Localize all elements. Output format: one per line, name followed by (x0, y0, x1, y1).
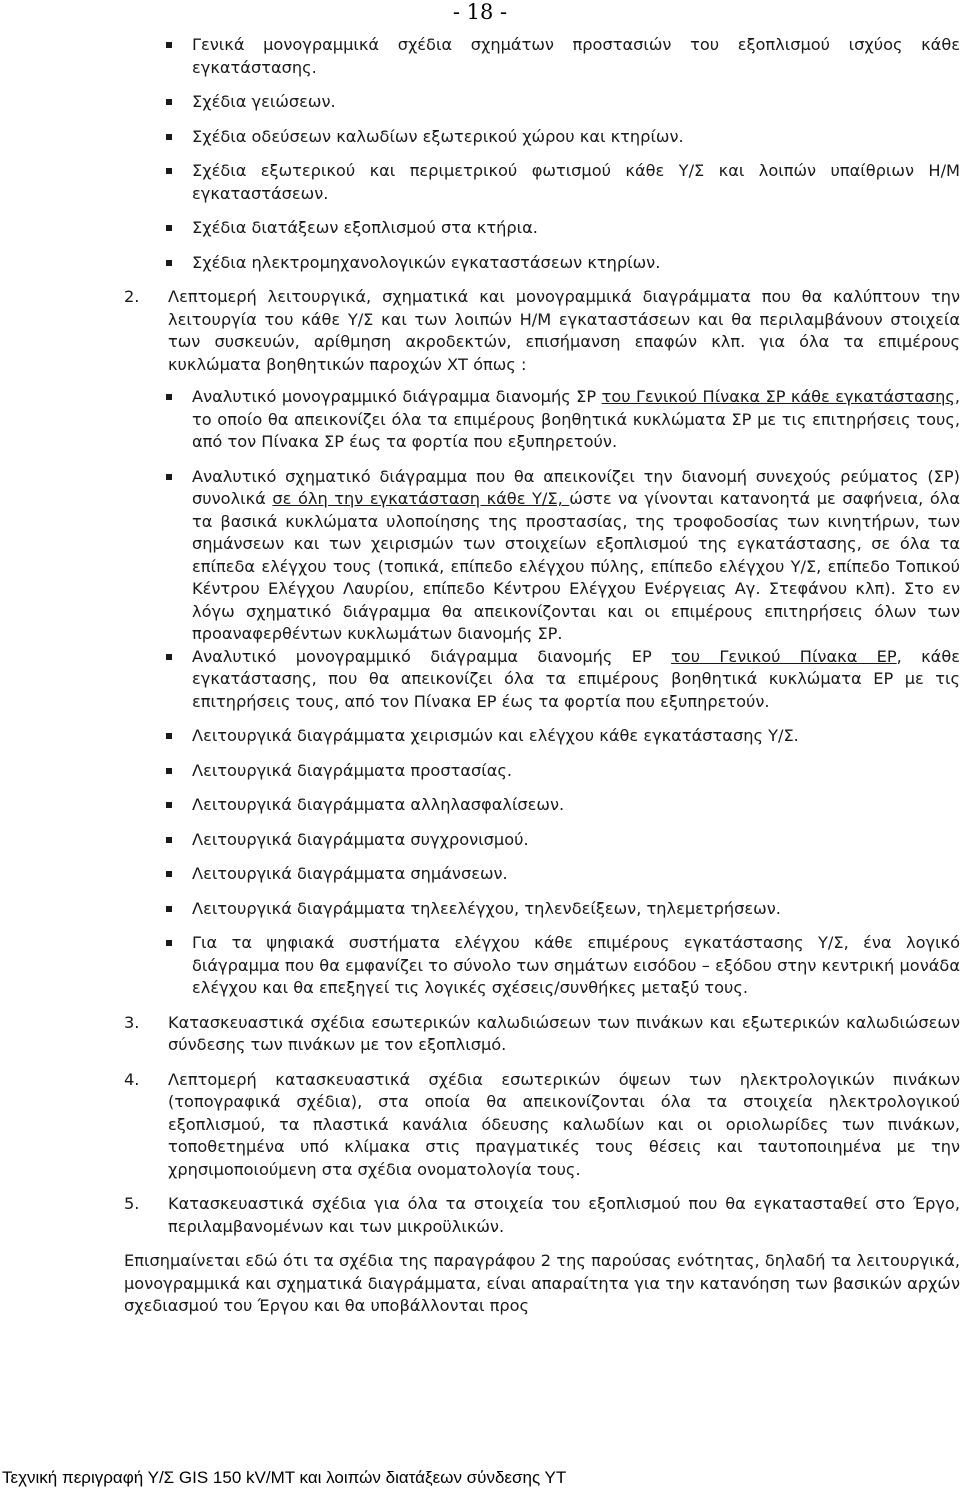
closing-paragraph: Επισηµαίνεται εδώ ότι τα σχέδια της παραγράφου 2 της παρούσας ενότητας, δηλαδή τα λειτουργικά, µονογραµµικά και σχηµατικά διαγράµµατα, είναι απαραίτητα για την κατανόηση των βασικών αρχών σχεδιασµού του Έργου και θα υποβάλλονται προς (124, 1251, 960, 1315)
list-item: Για τα ψηφιακά συστήµατα ελέγχου κάθε επιµέρους εγκατάστασης Υ/Σ, ένα λογικό διάγραµµα που θα εµφανίζει το σύνολο των σηµάτων εισόδου – εξόδου στην κεντρική µονάδα ελέγχου και θα επεξηγεί τις λογικές σχέσεις/συνθήκες µεταξύ τους. (124, 932, 960, 1000)
list-item: Λειτουργικά διαγράµµατα χειρισµών και ελέγχου κάθε εγκατάστασης Υ/Σ. (124, 725, 960, 748)
list-item: Σχέδια ηλεκτροµηχανολογικών εγκαταστάσεων κτηρίων. (124, 252, 960, 275)
list-item: Σχέδια οδεύσεων καλωδίων εξωτερικού χώρου και κτηρίων. (124, 126, 960, 149)
item-text: Κατασκευαστικά σχέδια για όλα τα στοιχεία του εξοπλισµού που θα εγκατασταθεί στο Έργο, περιλαµβανοµένων και των µικροϋλικών. (168, 1194, 960, 1236)
numbered-item-4 (124, 1069, 960, 1182)
list-item: Λειτουργικά διαγράµµατα τηλεελέγχου, τηλενδείξεων, τηλεµετρήσεων. (124, 898, 960, 921)
item-text: Κατασκευαστικά σχέδια εσωτερικών καλωδιώσεων των πινάκων και εξωτερικών καλωδιώσεων σύνδεσης των πινάκων µε τον εξοπλισµό. (168, 1012, 960, 1054)
numbered-item-5 (124, 1193, 960, 1238)
list-item: Αναλυτικό µονογραµµικό διάγραµµα διανοµής ΣΡ του Γενικού Πίνακα ΣΡ κάθε εγκατάστασης, το οποίο θα απεικονίζει όλα τα επιµέρους βοηθητικά κυκλώµατα ΣΡ µε τις επιτηρήσεις τους, από τον Πίνακα ΣΡ έως τα φορτία που εξυπηρετούν. (124, 386, 960, 454)
list-item: Λειτουργικά διαγράµµατα προστασίας. (124, 760, 960, 783)
list-item: Λειτουργικά διαγράµµατα αλληλασφαλίσεων. (124, 794, 960, 817)
item-number: 4. (124, 1069, 140, 1089)
list-item: Σχέδια διατάξεων εξοπλισµού στα κτήρια. (124, 217, 960, 240)
list-item: Σχέδια εξωτερικού και περιµετρικού φωτισµού κάθε Υ/Σ και λοιπών υπαίθριων Η/Μ εγκαταστάσεων. (124, 160, 960, 205)
list-item: Γενικά µονογραµµικά σχέδια σχηµάτων προστασιών του εξοπλισµού ισχύος κάθε εγκατάστασης. (124, 34, 960, 79)
item-number: 5. (124, 1194, 140, 1213)
list-item: Λειτουργικά διαγράµµατα σηµάνσεων. (124, 863, 960, 886)
numbered-item-3 (124, 1012, 960, 1057)
item-number: 3. (124, 1012, 140, 1032)
page-number: - 18 - (452, 0, 508, 24)
list-item: Αναλυτικό σχηµατικό διάγραµµα που θα απεικονίζει την διανοµή συνεχούς ρεύµατος (ΣΡ) συνολικά σε όλη την εγκατάσταση κάθε Υ/Σ, ώστε να γίνονται κατανοητά µε σαφήνεια, όλα τα βασικά κυκλώµατα υλοποίησης της προστασίας, της τροφοδοσίας των κινητήρων, των σηµάνσεων και των χειρισµών των στοιχείων εξοπλισµού της εγκατάστασης, σε όλα τα επίπεδα ελέγχου τους (τοπικά, επίπεδο ελέγχου πύλης, επίπεδο ελέγχου Υ/Σ, επίπεδο Τοπικού Κέντρου Ελέγχου Λαυρίου, επίπεδο Κέντρου Ελέγχου Ενέργειας Αγ. Στεφάνου κλπ). Στο εν λόγω σχηµατικό διάγραµµα θα απεικονίζονται και οι επιµέρους επιτηρήσεις όλων των προαναφερθέντων κυκλωµάτων διανοµής ΣΡ. (124, 466, 960, 646)
item-text: Λεπτοµερή κατασκευαστικά σχέδια εσωτερικών όψεων των ηλεκτρολογικών πινάκων (τοπογραφικά σχέδια), στα οποία θα απεικονίζονται όλα τα στοιχεία ηλεκτρολογικού εξοπλισµού, τα πλαστικά κανάλια όδευσης καλωδίων και οι οριολωρίδες των πινάκων, τοποθετηµένα υπό κλίµακα στις πραγµατικές τους θέσεις και ταυτοποιηµένα µε την χρησιµοποιούµενη στα σχέδια ονοµατολογία τους. (168, 1069, 960, 1179)
list-item: Αναλυτικό µονογραµµικό διάγραµµα διανοµής ΕΡ του Γενικού Πίνακα ΕΡ, κάθε εγκατάστασης, που θα απεικονίζει όλα τα επιµέρους βοηθητικά κυκλώµατα ΕΡ µε τις επιτηρήσεις τους, από τον Πίνακα ΕΡ έως τα φορτία που εξυπηρετούν. (124, 646, 960, 714)
list-item: Λειτουργικά διαγράµµατα συγχρονισµού. (124, 829, 960, 852)
document-body (124, 34, 960, 1318)
item-number: 2. (124, 287, 140, 306)
list-item: Σχέδια γειώσεων. (124, 91, 960, 114)
page-footer: Τεχνική περιγραφή Υ/Σ GIS 150 kV/ΜΤ και λοιπών διατάξεων σύνδεσης ΥΤ (2, 1468, 567, 1487)
item-text: Λεπτοµερή λειτουργικά, σχηµατικά και µονογραµµικά διαγράµµατα που θα καλύπτουν την λειτουργία του κάθε Υ/Σ και των λοιπών Η/Μ εγκαταστάσεων και θα περιλαµβάνουν στοιχεία των συσκευών, αρίθµηση ακροδεκτών, επισήµανση επαφών κλπ. για όλα τα επιµέρους κυκλώµατα βοηθητικών παροχών ΧΤ όπως : (168, 287, 960, 374)
numbered-item-2 (124, 286, 960, 1000)
